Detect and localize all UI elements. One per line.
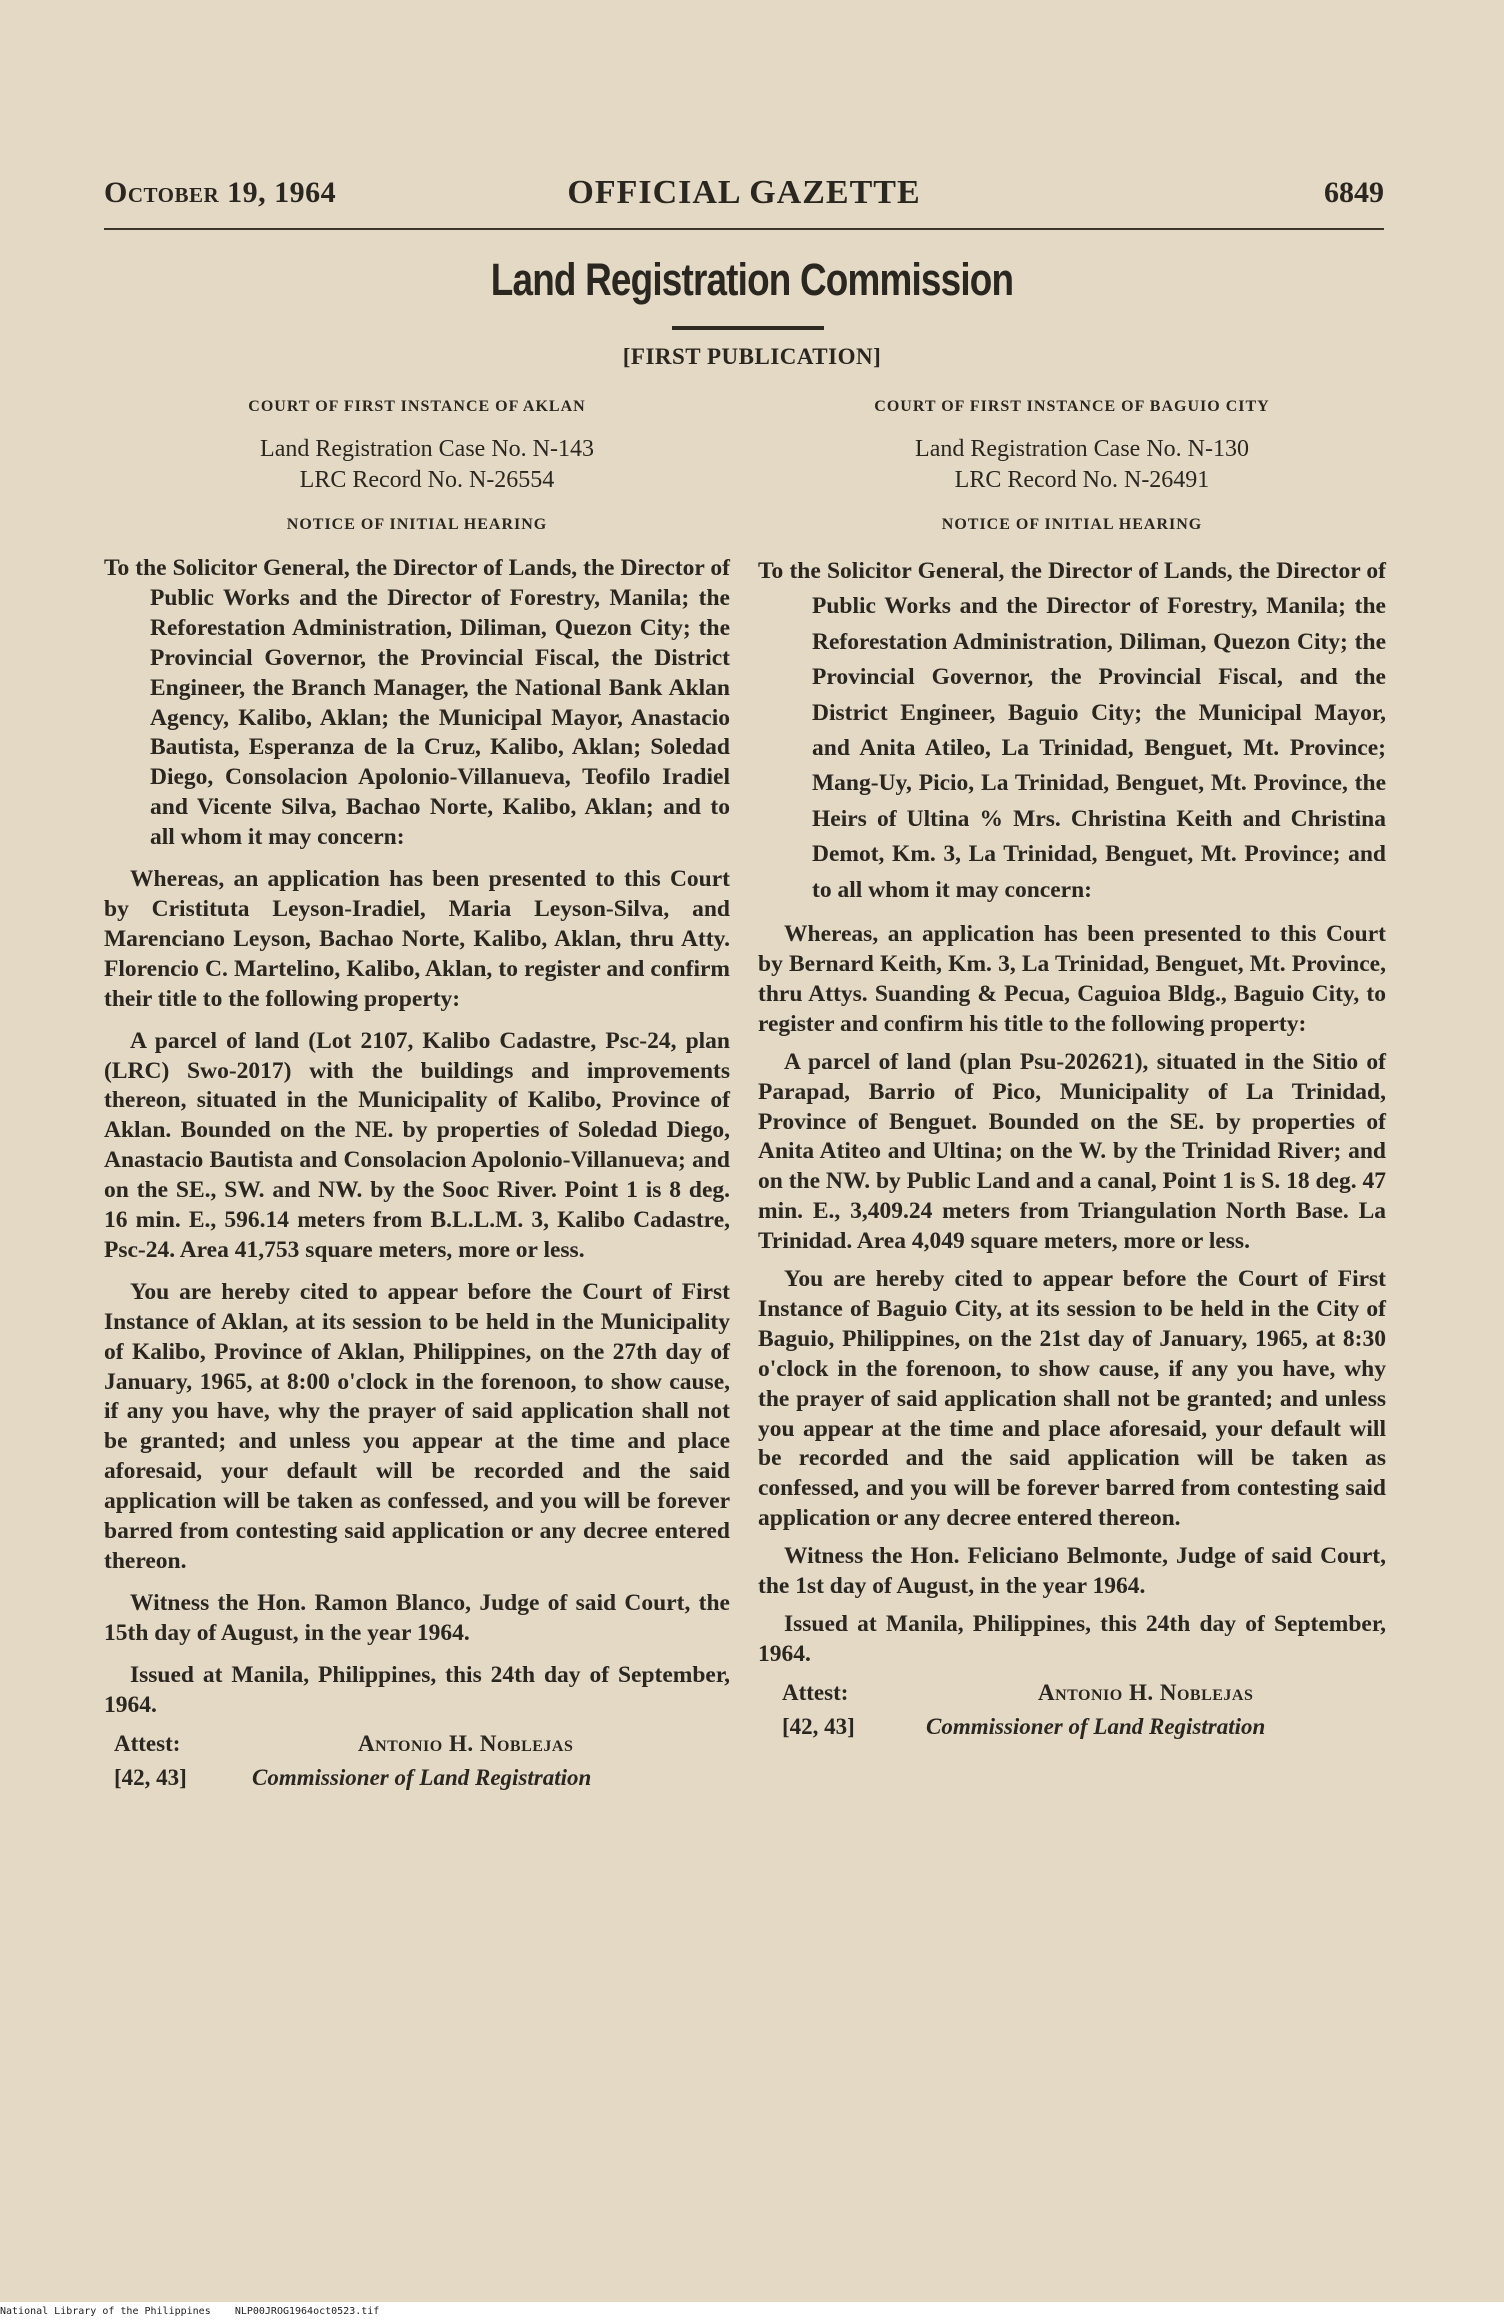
parcel-description: A parcel of land (plan Psu-202621), situated in the Sitio of Parapad, Barrio of Pico, Municipality of La Trinidad, Province of Benguet. Bounded on the SE. by properties of Anita Atiteo and Ultina; on the W. by the Trinidad River; and on the NW. by Public Land and a canal, Point 1 is S. 18 deg. 47 min. E., 3,409.24 meters from Triangulation North Base. La Trinidad. Area 4,049 square meters, more or less. xyxy=(758,1048,1386,1255)
lrc-record-number: LRC Record No. N-26491 xyxy=(954,467,1210,493)
case-number: Land Registration Case No. N-130 xyxy=(915,436,1249,462)
notice-column-aklan xyxy=(104,398,730,1801)
scan-footer xyxy=(0,2306,379,2317)
page-header xyxy=(104,176,1384,220)
reference-code: [42, 43] xyxy=(782,1713,855,1739)
signature-block xyxy=(104,1731,730,1801)
signatory-office: Commissioner of Land Registration xyxy=(252,1764,592,1790)
parcel-description: A parcel of land (Lot 2107, Kalibo Cadastre, Psc-24, plan (LRC) Swo-2017) with the buildings and improvements thereon, situated in the Municipality of Kalibo, Province of Aklan. Bounded on the NE. by properties of Soledad Diego, Anastacio Bautista and Consolacion Apolonio-Villanueva; and on the SE., SW. and NW. by the Sooc River. Point 1 is 8 deg. 16 min. E., 596.14 meters from B.L.L.M. 3, Kalibo Cadastre, Psc-24. Area 41,753 square meters, more or less. xyxy=(104,1027,730,1263)
issued-paragraph: Issued at Manila, Philippines, this 24th day of September, 1964. xyxy=(758,1611,1386,1667)
signatory-office: Commissioner of Land Registration xyxy=(926,1713,1266,1739)
witness-paragraph: Witness the Hon. Feliciano Belmonte, Judge of said Court, the 1st day of August, in the year 1964. xyxy=(758,1543,1386,1600)
reference-code: [42, 43] xyxy=(114,1764,187,1790)
whereas-paragraph: Whereas, an application has been presented to this Court by Bernard Keith, Km. 3, La Trinidad, Benguet, Mt. Province, thru Attys. Suanding & Pecua, Caguioa Bldg., Baguio City, to register and confirm his title to the following property: xyxy=(758,921,1386,1037)
citation-paragraph: You are hereby cited to appear before the Court of First Instance of Baguio City, at its session to be held in the City of Baguio, Philippines, on the 21st day of January, 1965, at 8:30 o'clock in the forenoon, to show cause, if any you have, why the prayer of said application shall not be granted; and unless you appear at the time and place aforesaid, your default will be recorded and the said application will be taken as confessed, and you will be forever barred from contesting said application or any decree entered thereon. xyxy=(758,1266,1386,1532)
header-rule xyxy=(104,228,1384,230)
section-title: Land Registration Commission xyxy=(490,254,1014,305)
header-date: October 19, 1964 xyxy=(104,176,337,209)
signature-block xyxy=(758,1680,1386,1750)
signatory-name: Antonio H. Noblejas xyxy=(358,1730,574,1756)
notice-heading: NOTICE OF INITIAL HEARING xyxy=(286,516,548,533)
footer-filename: NLP00JROG1964oct0523.tif xyxy=(234,2306,380,2317)
attest-label: Attest: xyxy=(114,1730,181,1756)
case-number: Land Registration Case No. N-143 xyxy=(260,436,594,462)
notice-heading: NOTICE OF INITIAL HEARING xyxy=(941,516,1203,533)
lrc-record-number: LRC Record No. N-26554 xyxy=(299,467,555,493)
court-heading: COURT OF FIRST INSTANCE OF BAGUIO CITY xyxy=(874,398,1270,415)
header-publication: OFFICIAL GAZETTE xyxy=(567,174,921,211)
signatory-name: Antonio H. Noblejas xyxy=(1038,1679,1254,1705)
court-heading: COURT OF FIRST INSTANCE OF AKLAN xyxy=(248,398,586,415)
publication-note: [FIRST PUBLICATION] xyxy=(622,344,882,369)
title-rule xyxy=(672,326,824,330)
citation-paragraph: You are hereby cited to appear before the Court of First Instance of Aklan, at its session to be held in the Municipality of Kalibo, Province of Aklan, Philippines, on the 27th day of January, 1965, at 8:00 o'clock in the forenoon, to show cause, if any you have, why the prayer of said application shall not be granted; and unless you appear at the time and place aforesaid, your default will be recorded and the said application will be taken as confessed, and you will be forever barred from contesting said application or any decree entered thereon. xyxy=(104,1278,730,1574)
whereas-paragraph: Whereas, an application has been presented to this Court by Cristituta Leyson-Iradiel, Maria Leyson-Silva, and Marenciano Leyson, Bachao Norte, Kalibo, Aklan, thru Atty. Florencio C. Martelino, Kalibo, Aklan, to register and confirm their title to the following property: xyxy=(104,866,730,1012)
notice-column-baguio xyxy=(758,398,1386,1750)
witness-paragraph: Witness the Hon. Ramon Blanco, Judge of said Court, the 15th day of August, in the year 1964. xyxy=(104,1589,730,1646)
addressee-paragraph: To the Solicitor General, the Director of Lands, the Director of Public Works and the Director of Forestry, Manila; the Reforestation Administration, Diliman, Quezon City; the Provincial Governor, the Provincial Fiscal, the District Engineer, the Branch Manager, the National Bank Aklan Agency, Kalibo, Aklan; the Municipal Mayor, Anastacio Bautista, Esperanza de la Cruz, Kalibo, Aklan; Soledad Diego, Consolacion Apolonio-Villanueva, Teofilo Iradiel and Vicente Silva, Bachao Norte, Kalibo, Aklan; and to all whom it may concern: xyxy=(104,555,730,851)
footer-library: National Library of the Philippines xyxy=(0,2306,211,2317)
attest-label: Attest: xyxy=(782,1679,849,1705)
header-page-number: 6849 xyxy=(1324,176,1384,209)
issued-paragraph: Issued at Manila, Philippines, this 24th day of September, 1964. xyxy=(104,1661,730,1718)
addressee-paragraph: To the Solicitor General, the Director of Lands, the Director of Public Works and the Director of Forestry, Manila; the Reforestation Administration, Diliman, Quezon City; the Provincial Governor, the Provincial Fiscal, and the District Engineer, Baguio City; the Municipal Mayor, and Anita Atileo, La Trinidad, Benguet, Mt. Province; Mang-Uy, Picio, La Trinidad, Benguet, Mt. Province, the Heirs of Ultina % Mrs. Christina Keith and Christina Demot, Km. 3, La Trinidad, Benguet, Mt. Province; and to all whom it may concern: xyxy=(758,558,1386,903)
